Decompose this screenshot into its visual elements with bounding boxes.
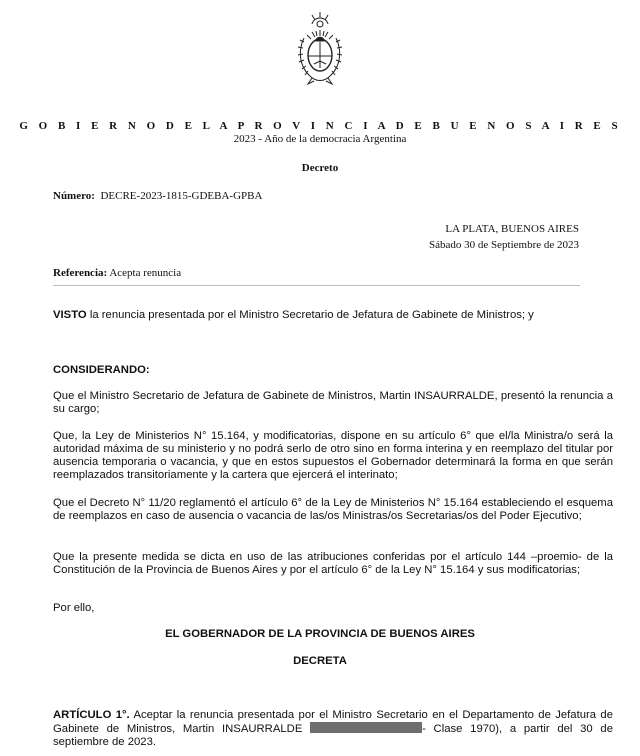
article-1-text-after: - Clase 1970), a partir del 30 de septiembre de 2023.: [53, 723, 613, 748]
visto-text: la renuncia presentada por el Ministro Secretario de Jefatura de Gabinete de Ministros; y: [86, 309, 534, 321]
government-heading: G O B I E R N O D E L A P R O V I N C I A D E B U E N O S A I R E S: [19, 120, 621, 132]
reference-value: Acepta renuncia: [109, 267, 182, 279]
closing-phrase: Por ello,: [53, 602, 95, 614]
redaction-bar: [310, 722, 422, 733]
document-type: Decreto: [301, 162, 339, 174]
governor-heading: EL GOBERNADOR DE LA PROVINCIA DE BUENOS AIRES: [165, 628, 475, 640]
article-1: [53, 709, 613, 749]
decree-number-label: Número:: [53, 190, 95, 202]
considerando-paragraph-3: Que el Decreto N° 11/20 reglamentó el artículo 6° de la Ley de Ministerios N° 15.164 estableciendo el esquema de reemplazos en caso de ausencia o vacancia de las/os Ministras/os Secretarias/os del Poder Ejecutivo;: [53, 497, 613, 522]
decree-number: [53, 190, 262, 202]
provincial-crest-icon: [296, 10, 344, 88]
decreta-heading: DECRETA: [293, 655, 347, 667]
considerando-paragraph-2: Que, la Ley de Ministerios N° 15.164, y modificatorias, dispone en su artículo 6° que el/la Ministra/o será la autoridad máxima de su ministerio y no podrá serlo de otro sino en forma interina y en reemplazo del titular por ausencia temporaria o vacancia, y que en estos supuestos el Gobernador determinará la forma en que serán reemplazados transitoriamente y la cartera que ejercerá el interinato;: [53, 430, 613, 481]
place-date: [429, 221, 579, 253]
article-1-text-before: Aceptar la renuncia presentada por el Ministro Secretario en el Departamento de Jefatura de Gabinete de Ministros, Martin INSAURRALDE: [53, 709, 613, 735]
reference: [53, 267, 181, 279]
place: LA PLATA, BUENOS AIRES: [445, 223, 579, 235]
considerando-heading: CONSIDERANDO:: [53, 364, 150, 376]
reference-label: Referencia:: [53, 267, 108, 279]
date: Sábado 30 de Septiembre de 2023: [429, 239, 579, 251]
header-divider: [53, 285, 580, 286]
decree-number-value: DECRE-2023-1815-GDEBA-GPBA: [100, 190, 263, 202]
considerando-paragraph-4: Que la presente medida se dicta en uso de las atribuciones conferidas por el artículo 144 –proemio- de la Constitución de la Provincia de Buenos Aires y por el artículo 6° de la Ley N° 15.164 y sus modificatorias;: [53, 551, 613, 576]
year-motto: 2023 - Año de la democracia Argentina: [233, 133, 407, 145]
visto-paragraph: [53, 309, 613, 322]
visto-label: VISTO: [53, 309, 87, 321]
article-1-label: ARTÍCULO 1°.: [53, 709, 130, 721]
considerando-paragraph-1: Que el Ministro Secretario de Jefatura de Gabinete de Ministros, Martin INSAURRALDE, presentó la renuncia a su cargo;: [53, 390, 613, 415]
